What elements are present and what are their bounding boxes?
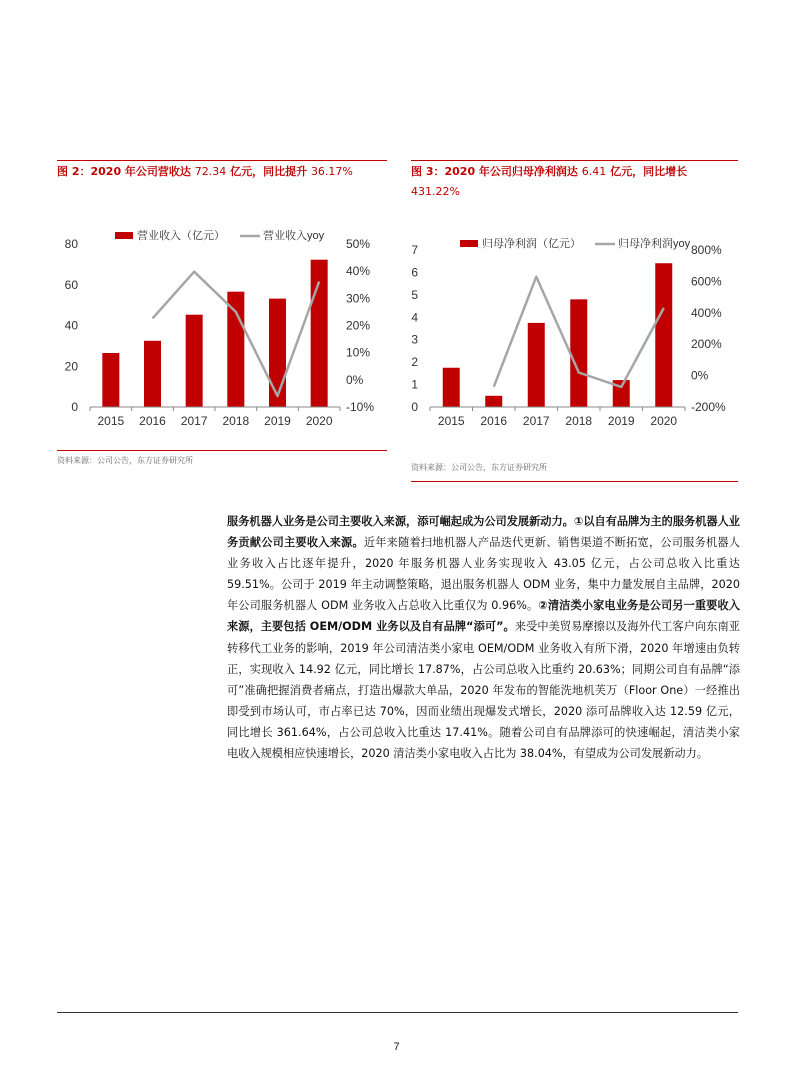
x-tick-label: 2017 [180,414,208,428]
y-tick-label: 4 [411,310,418,325]
y-tick-label: 7 [411,243,418,257]
x-tick-label: 2020 [650,414,678,428]
y2-tick-label: 400% [691,305,722,320]
footer-rule [57,1012,738,1013]
bar [570,299,587,407]
x-tick-label: 2019 [264,414,291,428]
y-tick-label: 0 [411,400,418,414]
figure3-title-part: 6.41 [581,165,607,178]
x-tick-label: 2015 [437,414,465,428]
y2-tick-label: -200% [691,400,726,414]
x-tick-label: 2020 [305,414,333,428]
legend-bar-swatch [460,240,478,247]
figure3-title-part: 图 3：2020 年公司归母净利润达 [411,165,582,178]
bar [528,323,545,407]
bar [144,341,161,407]
y2-tick-label: 30% [346,291,371,306]
net-profit-chart [395,230,745,435]
y-tick-label: 2 [411,355,418,370]
figure2-title-part: 图 2：2020 年公司营收达 [57,165,195,178]
bar [102,353,119,407]
y2-tick-label: 40% [346,264,371,279]
figure3-source-rule [411,481,738,482]
y2-tick-label: 0% [691,368,709,383]
page-number: 7 [393,1041,400,1053]
y-tick-label: 0 [71,400,78,414]
figure3-title-part: 亿元，同比增长 [606,165,688,178]
x-tick-label: 2018 [222,414,250,428]
figure3-source: 资料来源：公司公告，东方证券研究所 [411,463,547,472]
bar [485,396,502,407]
bar [186,315,203,407]
body-bold-1: 服务机器人业务是公司主要收入来源，添可崛起成为公司发展新动力。①以自有品牌为主的服务机器人业务贡献公司主要收入来源。 [227,515,740,550]
y2-tick-label: 50% [346,237,371,251]
figure2-title [57,162,387,182]
y2-tick-label: 600% [691,274,722,289]
figure2-title-part: 36.17% [310,165,353,178]
y2-tick-label: 800% [691,243,722,257]
bar [443,368,460,407]
legend-bar-label: 归母净利润（亿元） [482,238,581,250]
y-tick-label: 5 [411,287,418,302]
y2-tick-label: 200% [691,337,722,352]
y2-tick-label: -10% [346,400,375,414]
bar [269,299,286,407]
y-tick-label: 20 [64,359,78,374]
legend-line-label: 营业收入yoy [263,230,325,242]
y2-tick-label: 20% [346,318,371,333]
figure2-source-rule [57,450,387,451]
x-tick-label: 2017 [522,414,550,428]
legend-bar-swatch [115,232,133,239]
y-tick-label: 40 [64,318,78,333]
y-tick-label: 60 [64,277,78,292]
bar [655,263,672,407]
body-paragraph [227,511,740,764]
figure3-title [411,162,738,202]
body-text-1: 近年来随着扫地机器人产品迭代更新、销售渠道不断拓宽，公司服务机器人业务收入占比逐年提升，2020 年服务机器人业务实现收入 43.05 亿元，占公司总收入比重达 59.51%。公司于 2019 年主动调整策略，退出服务机器人 ODM 业务，集中力量发展自主品牌，2020 年公司服务机器人 ODM 业务收入占总收入比重仅为 0.96%。 [227,536,740,613]
figure2-source: 资料来源：公司公告，东方证券研究所 [57,456,193,465]
y2-tick-label: 0% [346,372,364,387]
x-tick-label: 2016 [480,414,508,428]
y-tick-label: 1 [411,377,418,392]
y-tick-label: 6 [411,265,418,280]
x-tick-label: 2016 [139,414,166,428]
figure3-title-part: 431.22% [411,185,460,198]
legend-bar-label: 营业收入（亿元） [137,230,225,242]
figure3-top-rule [411,160,738,161]
legend-line-label: 归母净利润yoy [618,238,691,250]
x-tick-label: 2018 [565,414,593,428]
body-bold-2: ②清洁类小家电业务是公司另一重要收入来源，主要包括 OEM/ODM 业务以及自有品牌“添可”。 [227,599,740,634]
y-tick-label: 3 [411,332,418,347]
figure2-title-part: 72.34 [194,165,227,178]
figure2-title-part: 亿元，同比提升 [226,165,311,178]
figure2-top-rule [57,160,387,161]
x-tick-label: 2019 [607,414,635,428]
x-tick-label: 2015 [97,414,125,428]
body-text-2: 来受中美贸易摩擦以及海外代工客户向东南亚转移代工业务的影响，2019 年公司清洁类小家电 OEM/ODM 业务收入有所下滑，2020 年增速由负转正，实现收入 14.92 亿元，同比增长 17.87%，占公司总收入比重约 20.63%；同期公司自有品牌“添可”准确把握消费者痛点，打造出爆款大单品，2020 年发布的智能洗地机芙万（Floor One）一经推出即受到市场认可，市占率已达 70%，因而业绩出现爆发式增长，2020 添可品牌收入达 12.59 亿元，同比增长 361.64%，占公司总收入比重达 17.41%。随着公司自有品牌添可的快速崛起，清洁类小家电收入规模相应快速增长，2020 清洁类小家电收入占比为 38.04%，有望成为公司发展新动力。 [227,620,740,761]
y2-tick-label: 10% [346,345,371,360]
y-tick-label: 80 [64,237,78,251]
bar [227,292,244,407]
revenue-chart [40,222,395,437]
